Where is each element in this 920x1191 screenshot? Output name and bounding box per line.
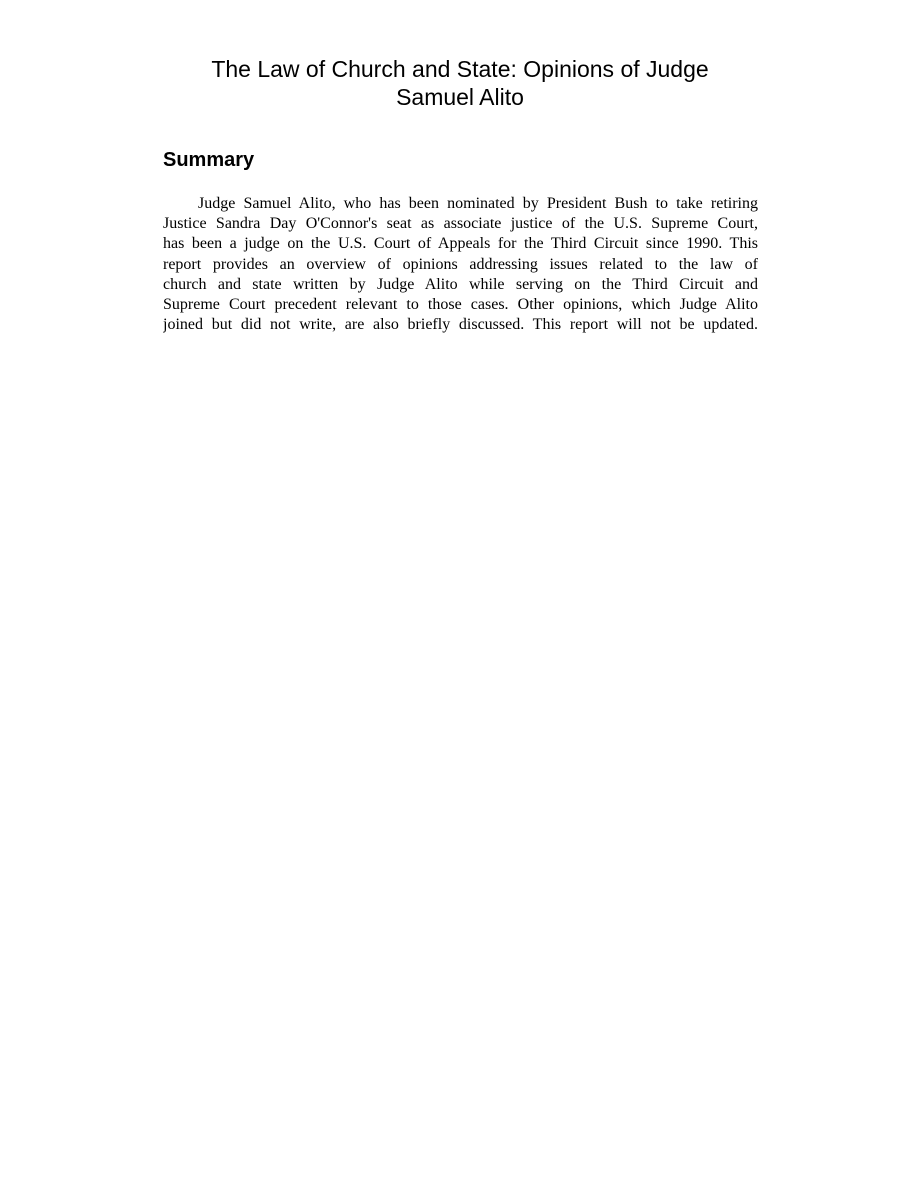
paragraph-line: has been a judge on the U.S. Court of Appeals for the Third Circuit since 1990. This — [163, 235, 758, 253]
paragraph-line: report provides an overview of opinions addressing issues related to the law of — [163, 255, 758, 273]
document-title-line: The Law of Church and State: Opinions of Judge — [211, 56, 709, 82]
paragraph-line: Supreme Court precedent relevant to those cases. Other opinions, which Judge Alito — [163, 296, 758, 314]
document-title-line: Samuel Alito — [396, 84, 524, 110]
summary-heading: Summary — [163, 149, 255, 171]
paragraph-line: joined but did not write, are also briefly discussed. This report will not be updated. — [163, 316, 758, 334]
paragraph-line: Justice Sandra Day O'Connor's seat as associate justice of the U.S. Supreme Court, — [163, 215, 758, 233]
paragraph-line: Judge Samuel Alito, who has been nominated by President Bush to take retiring — [198, 195, 758, 212]
paragraph-line: church and state written by Judge Alito while serving on the Third Circuit and — [163, 275, 758, 293]
document-title — [160, 55, 760, 111]
summary-paragraph — [163, 194, 758, 335]
